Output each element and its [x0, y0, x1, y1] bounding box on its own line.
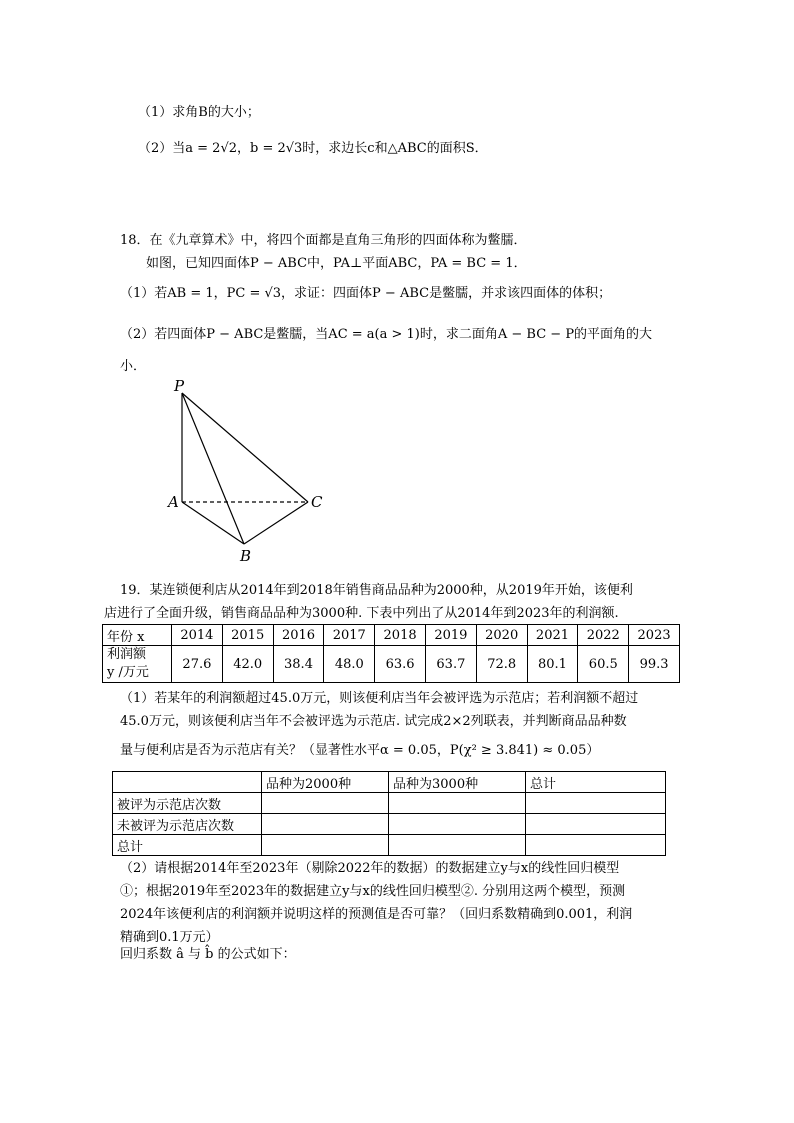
blank-cell[interactable] [526, 835, 666, 856]
header-cell: 品种为2000种 [262, 772, 389, 793]
row-label-year: 年份 x [103, 625, 172, 646]
q18-intro: 18．在《九章算术》中，将四个面都是直角三角形的四面体称为鳖臑． [120, 233, 527, 248]
vertex-label-b: B [240, 547, 252, 565]
header-cell: 品种为3000种 [389, 772, 526, 793]
table-row [113, 814, 666, 835]
q19-part2-line3: 2024年该便利店的利润额并说明这样的预测值是否可靠？（回归系数精确到0.001，利润 [120, 907, 633, 922]
blank-cell[interactable] [262, 793, 389, 814]
blank-cell[interactable] [389, 793, 526, 814]
q17-part1: （1）求角B的大小； [138, 105, 260, 120]
profit-cell: 80.1 [527, 646, 578, 683]
vertex-label-c: C [311, 493, 323, 511]
contingency-table [112, 771, 666, 856]
header-cell [113, 772, 262, 793]
row-label-profit-line1: 利润额 [107, 647, 147, 662]
blank-cell[interactable] [389, 835, 526, 856]
profit-cell: 27.6 [172, 646, 223, 683]
profit-cell: 99.3 [629, 646, 680, 683]
year-cell: 2015 [222, 625, 273, 646]
row-label: 被评为示范店次数 [113, 793, 262, 814]
profit-cell: 63.6 [375, 646, 426, 683]
profit-cell: 72.8 [476, 646, 527, 683]
q19-part1-line3: 量与便利店是否为示范店有关？（显著性水平α = 0.05，P(χ² ≥ 3.841) ≈ 0.05） [120, 743, 600, 758]
q18-given: 如图，已知四面体P − ABC中，PA⊥平面ABC，PA = BC = 1． [146, 256, 527, 271]
q18-part1: （1）若AB = 1，PC = √3，求证：四面体P − ABC是鳖臑，并求该四面体的体积； [120, 286, 612, 301]
q18-part2-line2: 小． [120, 359, 147, 374]
blank-cell[interactable] [389, 814, 526, 835]
year-cell: 2023 [629, 625, 680, 646]
blank-cell[interactable] [262, 814, 389, 835]
edge-pb [182, 393, 244, 544]
profit-cell: 38.4 [273, 646, 324, 683]
blank-cell[interactable] [526, 814, 666, 835]
table-row [103, 625, 680, 646]
profit-table [102, 624, 680, 683]
blank-cell[interactable] [526, 793, 666, 814]
row-label: 总计 [113, 835, 262, 856]
q19-part2-line2: ①；根据2019年至2023年的数据建立y与x的线性回归模型②. 分别用这两个模型，预测 [120, 884, 626, 899]
year-cell: 2014 [172, 625, 223, 646]
vertex-label-a: A [168, 493, 179, 511]
profit-cell: 60.5 [578, 646, 629, 683]
q19-part1-line2: 45.0万元，则该便利店当年不会被评选为示范店. 试完成2×2列联表，并判断商品品种数 [120, 714, 627, 729]
q17-part2: （2）当a = 2√2，b = 2√3时，求边长c和△ABC的面积S． [138, 141, 488, 156]
row-label-profit-line2: y /万元 [107, 665, 149, 680]
header-cell: 总计 [526, 772, 666, 793]
profit-cell: 63.7 [425, 646, 476, 683]
year-cell: 2016 [273, 625, 324, 646]
table-row [113, 772, 666, 793]
q19-formula-intro: 回归系数 â 与 b̂ 的公式如下： [120, 947, 296, 962]
edge-bc [244, 502, 308, 544]
row-label: 未被评为示范店次数 [113, 814, 262, 835]
edge-ab [182, 502, 244, 544]
q19-intro-line2: 店进行了全面升级，销售商品品种为3000种. 下表中列出了从2014年到2023年的利润额. [104, 606, 619, 621]
year-cell: 2022 [578, 625, 629, 646]
year-cell: 2019 [425, 625, 476, 646]
blank-cell[interactable] [262, 835, 389, 856]
q19-part2-line1: （2）请根据2014年至2023年（剔除2022年的数据）的数据建立y与x的线性回归模型 [120, 861, 620, 876]
profit-cell: 42.0 [222, 646, 273, 683]
vertex-label-p: P [174, 378, 185, 395]
year-cell: 2021 [527, 625, 578, 646]
row-label-profit [103, 646, 172, 683]
table-row [103, 646, 680, 683]
q19-part2-line4: 精确到0.1万元） [120, 930, 219, 945]
table-row [113, 793, 666, 814]
profit-cell: 48.0 [324, 646, 375, 683]
q19-intro-line1: 19．某连锁便利店从2014年到2018年销售商品品种为2000种，从2019年开始，该便利 [120, 583, 633, 598]
table-row [113, 835, 666, 856]
tetrahedron-figure [160, 378, 340, 568]
edge-pc [182, 393, 308, 502]
year-cell: 2020 [476, 625, 527, 646]
year-cell: 2017 [324, 625, 375, 646]
q19-part1-line1: （1）若某年的利润额超过45.0万元，则该便利店当年会被评选为示范店；若利润额不超过 [120, 691, 639, 706]
year-cell: 2018 [375, 625, 426, 646]
q18-part2-line1: （2）若四面体P − ABC是鳖臑，当AC = a(a > 1)时，求二面角A − BC − P的平面角的大 [120, 327, 653, 342]
